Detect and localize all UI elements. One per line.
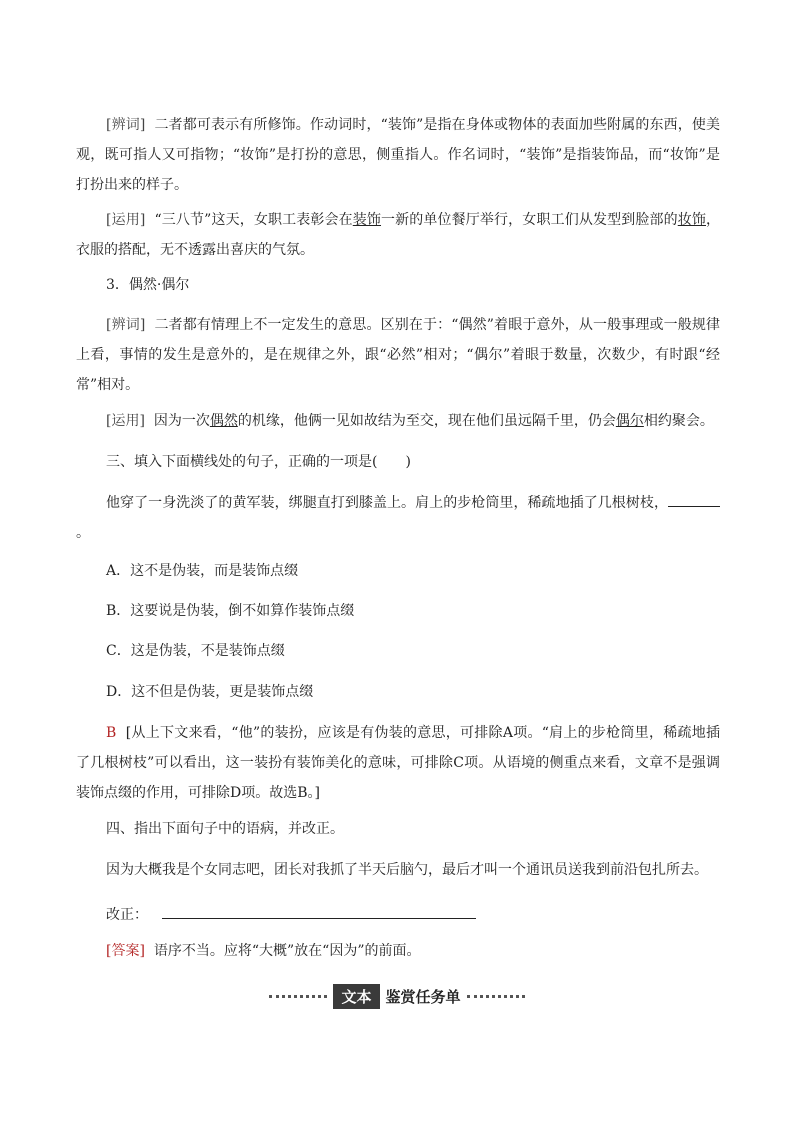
answer-explanation: [从上下文来看，“他”的装扮，应该是有伪装的意思，可排除A项。“肩上的步枪筒里，稀疏地插了几根树枝”可以看出，这一装扮有装饰美化的意味，可排除C项。从语境的侧重点来看，文章不是强调装饰点缀的作用，可排除D项。故选B。] — [76, 725, 721, 801]
question-3-passage — [76, 488, 720, 548]
bianci-paragraph-1 — [76, 110, 720, 200]
bianci-tag: [辨词] — [106, 317, 146, 333]
underlined-word: 偶尔 — [615, 413, 644, 429]
bianci-tag: [辨词] — [106, 117, 146, 133]
yunyong-paragraph-1 — [76, 205, 720, 265]
bianci-text: 二者都有情理上不一定发生的意思。区别在于：“偶然”着眼于意外，从一般事理或一般规律上看，事情的发生是意外的，是在规律之外，跟“必然”相对；“偶尔”着眼于数量，次数少，有时跟“经常”相对。 — [76, 317, 721, 393]
dotted-divider — [269, 995, 327, 998]
yunyong-text: 相约聚会。 — [643, 413, 714, 429]
answer-text: 语序不当。应将“大概”放在“因为”的前面。 — [153, 943, 421, 959]
question-4-answer — [76, 936, 720, 966]
yunyong-text: “三八节”这天，女职工表彰会在 — [154, 212, 353, 228]
fill-blank — [668, 488, 720, 507]
banner-title: 鉴赏任务单 — [385, 988, 461, 1006]
yunyong-text: 因为一次 — [153, 413, 210, 429]
yunyong-text: 的机缘，他俩一见如故结为至交，现在他们虽远隔千里，仍会 — [237, 413, 616, 429]
fix-label: 改正： — [106, 907, 148, 923]
option-b: B．这要说是伪装，倒不如算作装饰点缀 — [106, 603, 355, 619]
banner-box-label: 文本 — [333, 984, 379, 1009]
question-3-answer — [76, 718, 720, 808]
fix-answer-line — [106, 900, 526, 930]
bianci-paragraph-2 — [76, 310, 720, 400]
dotted-divider — [467, 995, 525, 998]
option-d: D．这不但是伪装，更是装饰点缀 — [106, 684, 314, 700]
yunyong-text: 一新的单位餐厅举行，女职工们从发型到脸部的 — [381, 212, 678, 228]
option-c: C．这是伪装，不是装饰点缀 — [106, 643, 285, 659]
question-3-stem: 三、填入下面横线处的句子，正确的一项是( ) — [106, 454, 411, 470]
passage-end: 。 — [76, 525, 90, 541]
question-4-sentence: 因为大概我是个女同志吧，团长对我抓了半天后脑勺，最后才叫一个通讯员送我到前沿包扎所去。 — [106, 862, 708, 878]
yunyong-text: ，衣服的搭配，无不透露出喜庆的气氛。 — [76, 212, 720, 258]
answer-key: B — [106, 725, 117, 741]
answer-tag: [答案] — [106, 943, 145, 959]
yunyong-paragraph-2 — [76, 406, 720, 436]
section-banner — [0, 984, 794, 1010]
underlined-word: 装饰 — [352, 212, 382, 228]
item-3-title: 3．偶然·偶尔 — [106, 277, 190, 293]
option-a: A．这不是伪装，而是装饰点缀 — [106, 563, 299, 579]
underlined-word: 妆饰 — [677, 212, 706, 228]
bianci-text: 二者都可表示有所修饰。作动词时，“装饰”是指在身体或物体的表面加些附属的东西，使美观，既可指人又可指物；“妆饰”是打扮的意思，侧重指人。作名词时，“装饰”是指装饰品，而“妆饰”是打扮出来的样子。 — [76, 117, 721, 193]
passage-text: 他穿了一身洗淡了的黄军装，绑腿直打到膝盖上。肩上的步枪筒里，稀疏地插了几根树枝， — [106, 495, 668, 511]
yunyong-tag: [运用] — [106, 212, 146, 228]
yunyong-tag: [运用] — [106, 413, 145, 429]
fix-input-line — [162, 900, 476, 919]
question-4-stem: 四、指出下面句子中的语病，并改正。 — [106, 821, 344, 837]
underlined-word: 偶然 — [209, 413, 238, 429]
